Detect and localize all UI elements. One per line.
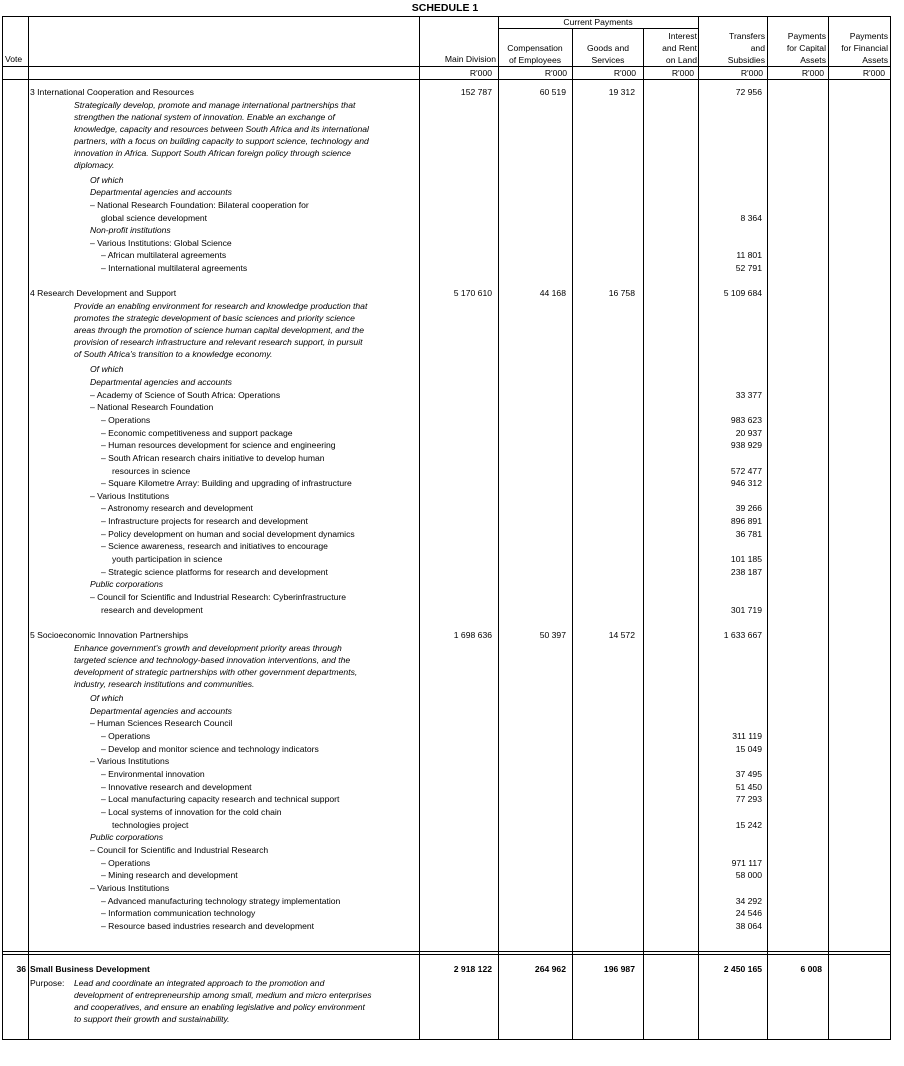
row-value-transfers: 971 117 [731,858,762,868]
col-line-right [890,16,891,1040]
row-label: – Various Institutions [90,883,170,893]
header-financial: Payments [849,31,888,41]
row-label: – Council for Scientific and Industrial Research: Cyberinfrastructure [90,592,347,602]
row-value-comp: 60 519 [539,87,566,97]
row-value-transfers: 946 312 [730,478,762,488]
row-label: diplomacy. [74,160,115,170]
row-value-transfers: 301 719 [730,605,762,615]
header-capital-2: for Capital [786,43,826,53]
header-interest-3: on Land [665,55,697,65]
row-label: technologies project [112,820,189,830]
row-value-transfers: 33 377 [735,390,762,400]
row-label: – Council for Scientific and Industrial Research [90,845,269,855]
vote-comp-total: 264 962 [534,964,566,974]
row-value-transfers: 572 477 [730,466,762,476]
row-label: Departmental agencies and accounts [90,377,232,387]
header-main-division: Main Division [444,54,496,64]
row-label: partners, with a focus on building capacity to support science, technology and [74,136,369,146]
row-value-transfers: 101 185 [730,554,762,564]
row-label: – Local manufacturing capacity research and technical support [101,794,340,804]
row-value-transfers: 20 937 [735,428,762,438]
row-value-transfers: 39 266 [735,503,762,513]
table-bottom-border [2,1039,890,1040]
row-label: – Infrastructure projects for research and development [101,516,308,526]
units-bottom-border [2,79,890,80]
col-line-vote [28,16,29,1040]
col-line-capital [767,16,768,1040]
vote-main-total: 2 918 122 [453,964,492,974]
purpose-line: to support their growth and sustainability. [74,1014,230,1024]
row-value-transfers: 8 364 [740,213,762,223]
header-compensation-2: of Employees [508,55,562,65]
header-capital: Payments [787,31,826,41]
header-compensation: Compensation [507,43,563,53]
row-label: – Resource based industries research and development [101,921,315,931]
vote-separator-top [2,951,890,952]
units-financial: R'000 [862,68,885,78]
row-label: – Operations [101,731,151,741]
row-label: development of strategic partnerships with other government departments, [74,667,358,677]
header-vote: Vote [5,54,23,64]
row-label: – National Research Foundation [90,402,214,412]
row-label: – African multilateral agreements [101,250,227,260]
row-label: Enhance government's growth and development priority areas through [74,643,342,653]
row-value-comp: 50 397 [539,630,566,640]
purpose-line: and cooperatives, and ensure an enabling legislative and policy environment [74,1002,365,1012]
col-line-left [2,16,3,1040]
header-financial-2: for Financial [841,43,888,53]
row-value-goods: 14 572 [608,630,635,640]
row-value-transfers: 77 293 [735,794,762,804]
row-label: 3 International Cooperation and Resources [30,87,194,97]
row-label: – Operations [101,858,151,868]
row-label: youth participation in science [112,554,223,564]
vote-goods-total: 196 987 [603,964,635,974]
vote-number: 36 [16,964,26,974]
row-label: – Operations [101,415,151,425]
header-financial-3: Assets [862,55,888,65]
row-value-transfers: 58 000 [735,870,762,880]
row-label: – Environmental innovation [101,769,205,779]
vote-title: Small Business Development [30,964,150,974]
header-interest-2: and Rent [662,43,697,53]
row-label: – Science awareness, research and initiatives to encourage [101,541,328,551]
row-label: Public corporations [90,579,164,589]
header-interest: Interest [668,31,697,41]
vote-transfers-total: 2 450 165 [723,964,762,974]
purpose-line: Lead and coordinate an integrated approach to the promotion and [74,978,325,988]
purpose-line: development of entrepreneurship among small, medium and micro enterprises [74,990,372,1000]
row-value-transfers: 1 633 667 [723,630,762,640]
row-label: Strategically develop, promote and manage international partnerships that [74,100,356,110]
row-value-goods: 19 312 [608,87,635,97]
row-label: – Various Institutions: Global Science [90,238,232,248]
row-label: knowledge, capacity and resources between South Africa and its international [74,124,369,134]
row-value-transfers: 15 242 [735,820,762,830]
units-interest: R'000 [671,68,694,78]
header-transfers-2: and [750,43,765,53]
row-value-transfers: 51 450 [735,782,762,792]
row-label: global science development [101,213,208,223]
row-label: Of which [90,693,124,703]
row-label: – Academy of Science of South Africa: Operations [90,390,281,400]
row-label: – Various Institutions [90,756,170,766]
row-value-transfers: 37 495 [735,769,762,779]
row-value-transfers: 36 781 [735,529,762,539]
row-label: resources in science [112,466,191,476]
row-label: – Square Kilometre Array: Building and upgrading of infrastructure [101,478,352,488]
row-label: – Develop and monitor science and technology indicators [101,744,319,754]
row-value-comp: 44 168 [539,288,566,298]
row-label: – Information communication technology [101,908,256,918]
row-value-main: 152 787 [460,87,492,97]
row-value-transfers: 15 049 [735,744,762,754]
row-value-transfers: 983 623 [730,415,762,425]
col-line-interest [643,28,644,1040]
row-label: Departmental agencies and accounts [90,187,232,197]
schedule-title: SCHEDULE 1 [411,2,479,14]
row-label: areas through the promotion of science human capital development, and the [74,325,364,335]
col-line-comp [498,16,499,1040]
current-payments-rule [498,28,698,29]
row-label: 5 Socioeconomic Innovation Partnerships [30,630,189,640]
units-comp: R'000 [544,68,567,78]
header-goods-2: Services [591,55,625,65]
row-label: – Policy development on human and social development dynamics [101,529,355,539]
row-label: – Advanced manufacturing technology strategy implementation [101,896,341,906]
row-label: – National Research Foundation: Bilateral cooperation for [90,200,309,210]
vote-separator-bottom [2,954,890,955]
row-value-transfers: 938 929 [730,440,762,450]
row-value-transfers: 34 292 [735,896,762,906]
row-value-transfers: 72 956 [735,87,762,97]
row-label: 4 Research Development and Support [30,288,177,298]
row-label: – Human Sciences Research Council [90,718,233,728]
units-capital: R'000 [801,68,824,78]
row-value-main: 5 170 610 [453,288,492,298]
col-line-financial [828,16,829,1040]
row-label: – Strategic science platforms for research and development [101,567,328,577]
row-value-transfers: 24 546 [735,908,762,918]
header-transfers-3: Subsidies [727,55,765,65]
row-label: of South Africa's transition to a knowledge economy. [74,349,273,359]
header-goods: Goods and [586,43,630,53]
row-label: – Various Institutions [90,491,170,501]
row-label: – Economic competitiveness and support package [101,428,293,438]
row-label: Departmental agencies and accounts [90,706,232,716]
row-label: Public corporations [90,832,164,842]
row-label: provision of research infrastructure and relevant research support, in pursuit [74,337,363,347]
row-value-transfers: 5 109 684 [723,288,762,298]
row-value-goods: 16 758 [608,288,635,298]
row-value-transfers: 311 119 [732,731,762,741]
row-label: industry, research institutions and communities. [74,679,255,689]
table-top-border [2,16,890,17]
row-label: innovation in Africa. Support South African foreign policy through science [74,148,351,158]
header-transfers: Transfers [729,31,765,41]
row-label: – Astronomy research and development [101,503,253,513]
row-label: promotes the strategic development of basic sciences and priority science [74,313,355,323]
row-label: research and development [101,605,203,615]
row-value-transfers: 11 801 [736,250,762,260]
row-value-transfers: 52 791 [735,263,762,273]
row-label: Of which [90,175,124,185]
row-label: targeted science and technology-based innovation interventions, and the [74,655,351,665]
row-label: – Mining research and development [101,870,238,880]
row-label: Non-profit institutions [90,225,171,235]
row-label: – Local systems of innovation for the cold chain [101,807,282,817]
units-goods: R'000 [613,68,636,78]
row-label: Provide an enabling environment for research and knowledge production that [74,301,368,311]
col-line-goods [572,28,573,1040]
row-label: – International multilateral agreements [101,263,248,273]
row-value-main: 1 698 636 [453,630,492,640]
row-label: Of which [90,364,124,374]
units-main: R'000 [469,68,492,78]
row-label: – Innovative research and development [101,782,252,792]
vote-capital-total: 6 008 [800,964,822,974]
header-current-payments: Current Payments [563,17,633,27]
row-label: strengthen the national system of innovation. Enable an exchange of [74,112,335,122]
col-line-main [419,16,420,1040]
units-transfers: R'000 [740,68,763,78]
row-value-transfers: 238 187 [730,567,762,577]
header-capital-3: Assets [800,55,826,65]
row-value-transfers: 38 064 [735,921,762,931]
row-label: – South African research chairs initiative to develop human [101,453,325,463]
row-label: – Human resources development for science and engineering [101,440,336,450]
row-value-transfers: 896 891 [730,516,762,526]
purpose-label: Purpose: [30,978,65,988]
